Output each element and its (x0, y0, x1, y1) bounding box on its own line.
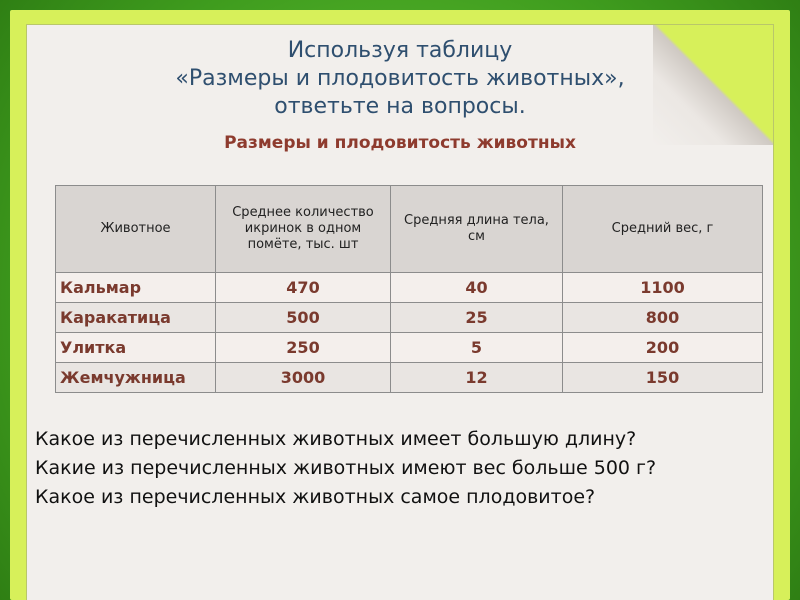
animal-name: Улитка (56, 333, 216, 363)
column-header: Средний вес, г (563, 186, 763, 273)
eggs-count: 470 (216, 273, 391, 303)
weight: 200 (563, 333, 763, 363)
column-header: Средняя длина тела, см (391, 186, 563, 273)
slide-title (27, 37, 773, 121)
slide (27, 25, 773, 600)
column-header: Животное (56, 186, 216, 273)
table-header-row (56, 186, 763, 273)
questions-block (35, 425, 765, 512)
title-line: Используя таблицу (287, 38, 513, 63)
table-row (56, 333, 763, 363)
question: Какое из перечисленных животных имеет большую длину? (35, 428, 637, 450)
weight: 800 (563, 303, 763, 333)
animal-name: Кальмар (56, 273, 216, 303)
weight: 150 (563, 363, 763, 393)
title-line: ответьте на вопросы. (274, 94, 526, 119)
body-length: 5 (391, 333, 563, 363)
question: Какое из перечисленных животных самое плодовитое? (35, 486, 596, 508)
eggs-count: 3000 (216, 363, 391, 393)
question: Какие из перечисленных животных имеют вес больше 500 г? (35, 457, 657, 479)
table-caption: Размеры и плодовитость животных (224, 133, 576, 153)
eggs-count: 500 (216, 303, 391, 333)
table-row (56, 303, 763, 333)
animal-name: Жемчужница (56, 363, 216, 393)
column-header: Среднее количество икринок в одном помёте, тыс. шт (216, 186, 391, 273)
title-line: «Размеры и плодовитость животных», (175, 66, 625, 91)
weight: 1100 (563, 273, 763, 303)
body-length: 40 (391, 273, 563, 303)
animal-name: Каракатица (56, 303, 216, 333)
body-length: 12 (391, 363, 563, 393)
eggs-count: 250 (216, 333, 391, 363)
body-length: 25 (391, 303, 563, 333)
table-row (56, 363, 763, 393)
animals-table (55, 185, 763, 393)
table-row (56, 273, 763, 303)
